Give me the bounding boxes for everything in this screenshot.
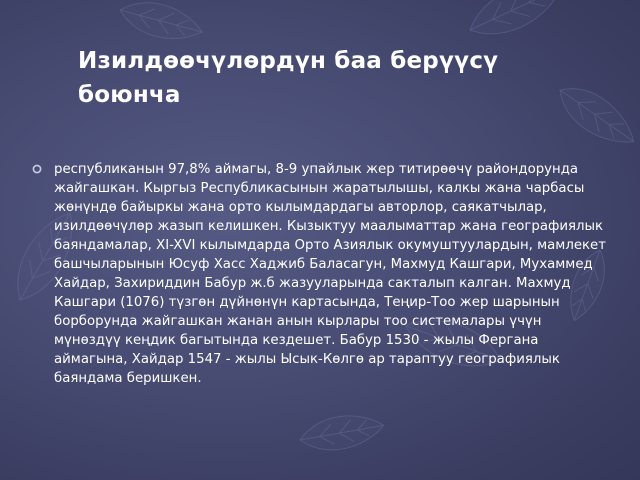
bullet-item	[32, 160, 612, 388]
leaf-icon	[297, 409, 386, 456]
slide-content	[32, 160, 612, 388]
leaf-icon	[116, 0, 207, 48]
bullet-text: республиканын 97,8% аймагы, 8-9 упайлык жер титирөөчү райондорунда жайгашкан. Кыргыз Республикасынын жаратылышы, калкы жана чарбасы жөнүндө байыркы жана орто кылымдардагы авторлор, саякатчылар, изилдөөчүлөр жазып келишкен. Кызыктуу маалыматтар жана географиялык баяндамалар, XI-XVI кылымдарда Орто Азиялык окумуштуулардын, мамлекет башчыларынын Юсуф Хасс Хаджиб Баласагун, Махмуд Кашгари, Мухаммед Хайдар, Захириддин Бабур ж.б жазууларында сакталып калган. Махмуд Кашгари (1076) түзгөн дүйнөнүн картасында, Теңир-Тоо жер шарынын борборунда жайгашкан жанан анын кырлары тоо системалары үчүн мүнөздүү кеңдик багытында кездешет. Бабур 1530 - жылы Фергана аймагына, Хайдар 1547 - жылы Ысык-Көлгө ар тараптуу географиялык баяндама беришкен.	[54, 162, 606, 386]
leaf-icon	[462, 0, 569, 47]
ring-bullet-icon	[32, 164, 42, 174]
slide-title: Изилдөөчүлөрдүн баа берүүсү боюнча	[78, 48, 499, 108]
